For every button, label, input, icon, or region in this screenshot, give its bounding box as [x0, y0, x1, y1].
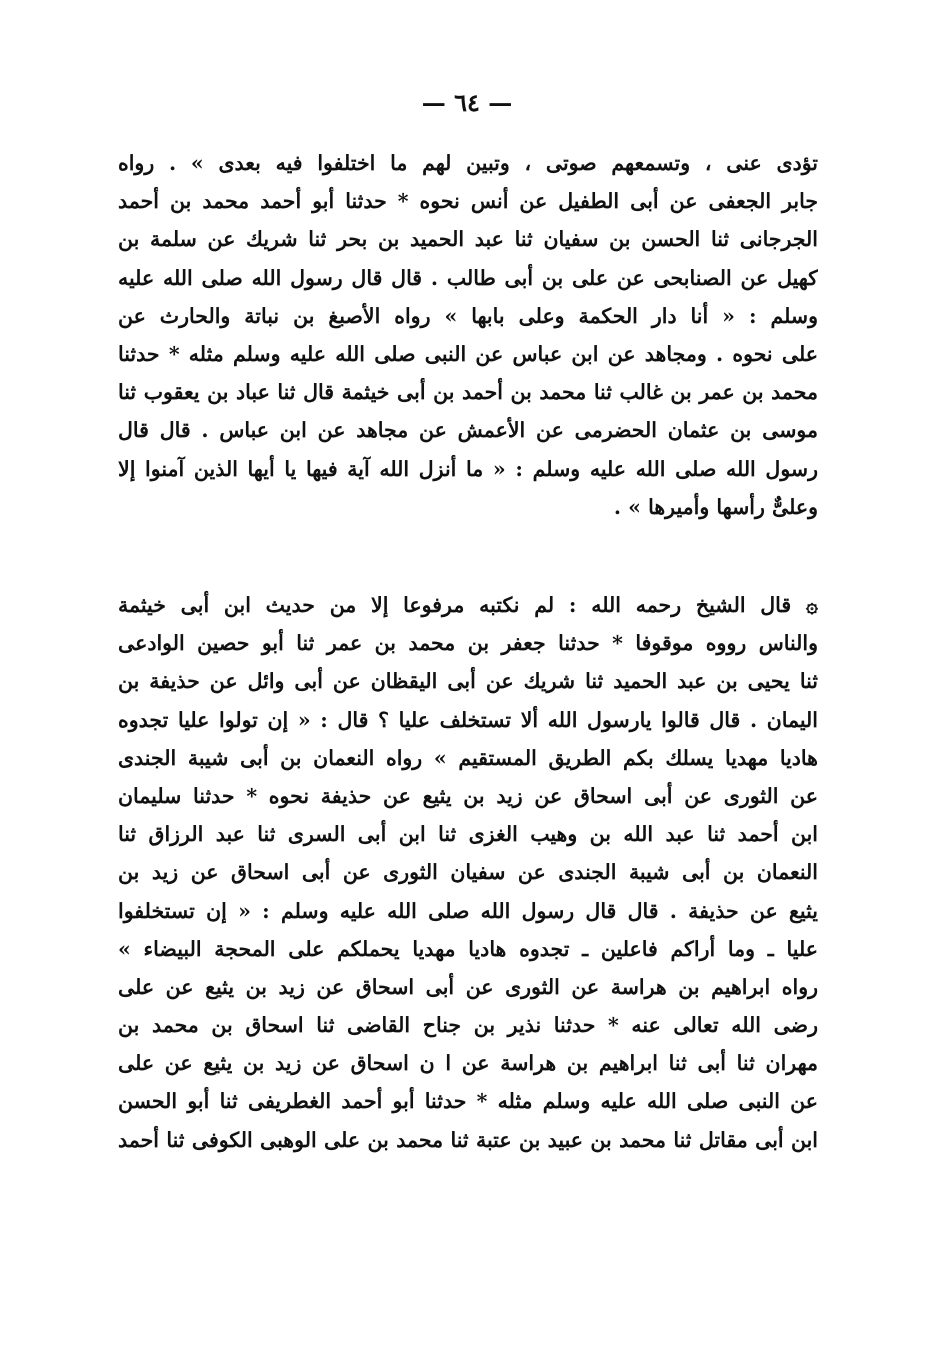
text-line: يثيع عن حذيفة . قال قال رسول الله صلى الله عليه وسلم : « إن تستخلفوا	[118, 898, 818, 923]
text-line: والناس رووه موقوفا * حدثنا جعفر بن محمد بن عمر ثنا أبو حصين الوادعى	[118, 631, 818, 656]
text-line: ابن أبى مقاتل ثنا محمد بن عبيد بن عتبة ثنا محمد بن على الوهبى الكوفى ثنا أحمد	[118, 1127, 818, 1152]
text-line: تؤدى عنى ، وتسمعهم صوتى ، وتبين لهم ما اختلفوا فيه بعدى » . رواه	[118, 151, 818, 175]
text-line: على نحوه . ومجاهد عن ابن عباس عن النبى صلى الله عليه وسلم مثله * حدثنا	[118, 341, 818, 366]
text-line: رسول الله صلى الله عليه وسلم : « ما أنزل الله آية فيها يا أيها الذين آمنوا إلا	[118, 456, 818, 481]
text-line: ۞ قال الشيخ رحمه الله : لم نكتبه مرفوعا إلا من حديث ابن أبى خيثمة	[118, 593, 818, 617]
text-line: وعلىٌّ رأسها وأميرها » .	[613, 494, 818, 519]
text-line: عن الثورى عن أبى اسحاق عن زيد بن يثيع عن حذيفة نحوه * حدثنا سليمان	[118, 783, 818, 808]
text-line: رضى الله تعالى عنه * حدثنا نذير بن جناح القاضى ثنا اسحاق بن محمد بن	[118, 1013, 818, 1038]
text-line: اليمان . قال قالوا يارسول الله ألا تستخلف عليا ؟ قال : « إن تولوا عليا تجدوه	[118, 707, 818, 732]
text-line: عليا ـ وما أراكم فاعلين ـ تجدوه هاديا مهديا يحملكم على المحجة البيضاء »	[118, 936, 818, 961]
text-line: وسلم : « أنا دار الحكمة وعلى بابها » رواه الأصبغ بن نباتة والحارث عن	[118, 303, 818, 328]
paragraph-1	[118, 144, 818, 526]
text-line: هاديا مهديا يسلك بكم الطريق المستقيم » رواه النعمان بن أبى شيبة الجندى	[118, 745, 818, 770]
text-line: كهيل عن الصنابحى عن على بن أبى طالب . قال قال رسول الله صلى الله عليه	[118, 265, 818, 290]
page-number: — ٦٤ —	[421, 88, 513, 117]
text-line: الجرجانى ثنا الحسن بن سفيان ثنا عبد الحميد بن بحر ثنا شريك عن سلمة بن	[118, 227, 818, 252]
paragraph-2	[118, 586, 818, 1159]
text-line: ثنا يحيى بن عبد الحميد ثنا شريك عن أبى اليقظان عن أبى وائل عن حذيفة بن	[118, 669, 818, 694]
text-line: ابن أحمد ثنا عبد الله بن وهيب الغزى ثنا ابن أبى السرى ثنا عبد الرزاق ثنا	[118, 822, 818, 847]
text-line: النعمان بن أبى شيبة الجندى عن سفيان الثورى عن أبى اسحاق عن زيد بن	[118, 860, 818, 885]
text-line: عن النبى صلى الله عليه وسلم مثله * حدثنا أبو أحمد الغطريفى ثنا أبو الحسن	[118, 1089, 818, 1114]
text-line: مهران ثنا أبى ثنا ابراهيم بن هراسة عن ا ن اسحاق عن زيد بن يثيع عن على	[118, 1051, 818, 1076]
text-line: موسى بن عثمان الحضرمى عن الأعمش عن مجاهد عن ابن عباس . قال قال	[118, 418, 818, 443]
text-line: رواه ابراهيم بن هراسة عن الثورى عن أبى اسحاق عن زيد بن يثيع عن على	[118, 974, 818, 999]
text-line: محمد بن عمر بن غالب ثنا محمد بن أحمد بن أبى خيثمة قال ثنا عباد بن يعقوب ثنا	[118, 380, 818, 405]
text-line: جابر الجعفى عن أبى الطفيل عن أنس نحوه * حدثنا أبو أحمد محمد بن أحمد	[118, 189, 818, 214]
